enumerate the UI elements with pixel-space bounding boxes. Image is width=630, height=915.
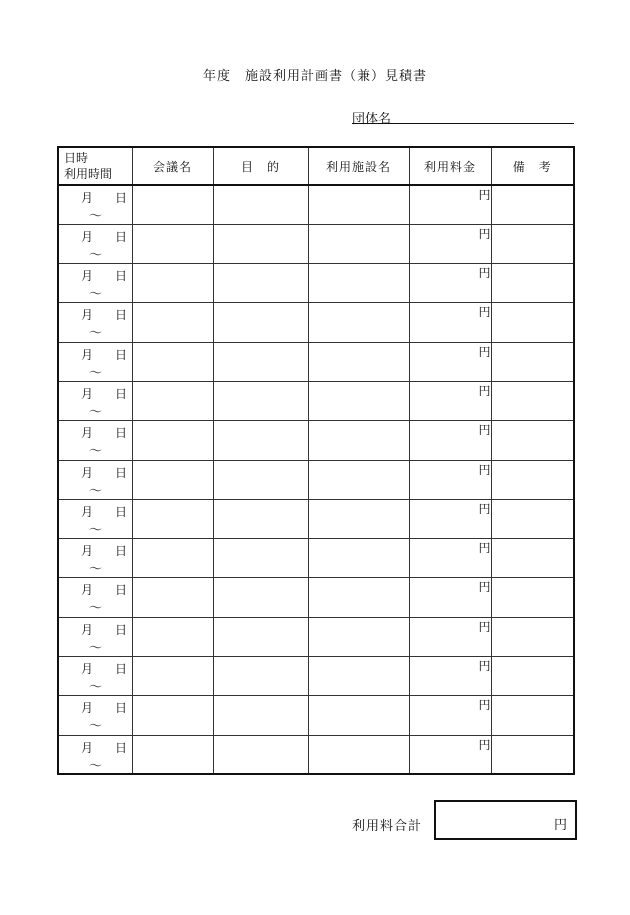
day-label: 日	[115, 269, 128, 284]
table-row	[58, 381, 574, 420]
time-range-tilde: ～	[89, 365, 103, 381]
time-range-tilde: ～	[89, 680, 103, 696]
month-label: 月	[81, 622, 94, 637]
fee-currency: 円	[478, 501, 491, 516]
time-range-tilde: ～	[89, 209, 103, 224]
month-label: 月	[81, 583, 94, 598]
group-name-label: 団体名	[352, 112, 392, 127]
table-row	[58, 539, 574, 578]
month-label: 月	[81, 229, 94, 244]
total-fee-label: 利用料合計	[352, 819, 423, 834]
fee-currency: 円	[478, 462, 491, 477]
month-label: 月	[81, 386, 94, 401]
month-label: 月	[81, 504, 94, 519]
table-header-row	[58, 147, 574, 185]
remarks-cell[interactable]	[491, 224, 574, 263]
month-label: 月	[81, 701, 94, 716]
fee-currency: 円	[478, 698, 491, 713]
fee-cell[interactable]	[409, 185, 491, 224]
fee-currency: 円	[478, 305, 491, 320]
meeting-name-cell[interactable]	[132, 735, 213, 774]
fee-currency: 円	[478, 383, 491, 398]
month-day	[81, 464, 128, 481]
day-label: 日	[115, 504, 128, 519]
table-row	[58, 421, 574, 460]
purpose-cell[interactable]	[213, 264, 308, 303]
month-day	[81, 424, 128, 441]
fee-cell[interactable]	[409, 303, 491, 342]
fee-cell[interactable]	[409, 342, 491, 381]
day-label: 日	[115, 740, 128, 755]
meeting-name-cell[interactable]	[132, 460, 213, 499]
meeting-name-cell[interactable]	[132, 617, 213, 656]
facility-cell[interactable]	[308, 224, 409, 263]
month-label: 月	[81, 465, 94, 480]
datetime-cell[interactable]	[58, 460, 132, 499]
month-day	[81, 267, 128, 284]
facility-cell[interactable]	[308, 617, 409, 656]
document-title: 年度 施設利用計画書（兼）見積書	[202, 69, 427, 84]
table-row	[58, 460, 574, 499]
purpose-cell[interactable]	[213, 460, 308, 499]
remarks-cell[interactable]	[491, 578, 574, 617]
table-body	[58, 185, 574, 774]
header-meeting-name: 会議名	[132, 147, 213, 185]
month-day	[81, 581, 128, 598]
fee-currency: 円	[478, 188, 491, 202]
fee-currency: 円	[478, 344, 491, 359]
month-day	[81, 189, 128, 206]
facility-cell[interactable]	[308, 539, 409, 578]
month-day	[81, 503, 128, 520]
fee-currency: 円	[478, 659, 491, 674]
meeting-name-cell[interactable]	[132, 539, 213, 578]
remarks-cell[interactable]	[491, 303, 574, 342]
fee-cell[interactable]	[409, 735, 491, 774]
day-label: 日	[115, 465, 128, 480]
time-range-tilde: ～	[89, 444, 103, 460]
remarks-cell[interactable]	[491, 499, 574, 538]
remarks-cell[interactable]	[491, 696, 574, 735]
total-fee-currency: 円	[553, 818, 567, 833]
purpose-cell[interactable]	[213, 499, 308, 538]
purpose-cell[interactable]	[213, 381, 308, 420]
datetime-cell[interactable]	[58, 617, 132, 656]
day-label: 日	[115, 622, 128, 637]
month-label: 月	[81, 191, 94, 205]
month-day	[81, 660, 128, 677]
month-day	[81, 385, 128, 402]
datetime-cell[interactable]	[58, 499, 132, 538]
remarks-cell[interactable]	[491, 657, 574, 696]
header-datetime-line2: 利用時間	[64, 167, 113, 181]
remarks-cell[interactable]	[491, 460, 574, 499]
table-row	[58, 264, 574, 303]
remarks-cell[interactable]	[491, 264, 574, 303]
meeting-name-cell[interactable]	[132, 185, 213, 224]
datetime-cell[interactable]	[58, 303, 132, 342]
meeting-name-cell[interactable]	[132, 381, 213, 420]
month-label: 月	[81, 544, 94, 559]
fee-cell[interactable]	[409, 499, 491, 538]
remarks-cell[interactable]	[491, 539, 574, 578]
remarks-cell[interactable]	[491, 735, 574, 774]
time-range-tilde: ～	[89, 247, 103, 263]
month-day	[81, 621, 128, 638]
header-datetime	[58, 147, 132, 185]
month-label: 月	[81, 426, 94, 441]
facility-cell[interactable]	[308, 657, 409, 696]
time-range-tilde: ～	[89, 483, 103, 499]
meeting-name-cell[interactable]	[132, 342, 213, 381]
month-label: 月	[81, 308, 94, 323]
facility-cell[interactable]	[308, 185, 409, 224]
remarks-cell[interactable]	[491, 342, 574, 381]
table-row	[58, 696, 574, 735]
datetime-cell[interactable]	[58, 539, 132, 578]
header-facility: 利用施設名	[308, 147, 409, 185]
table-row	[58, 224, 574, 263]
time-range-tilde: ～	[89, 719, 103, 735]
facility-cell[interactable]	[308, 696, 409, 735]
datetime-cell[interactable]	[58, 342, 132, 381]
month-day	[81, 699, 128, 716]
facility-cell[interactable]	[308, 303, 409, 342]
month-label: 月	[81, 347, 94, 362]
purpose-cell[interactable]	[213, 303, 308, 342]
time-range-tilde: ～	[89, 522, 103, 538]
fee-cell[interactable]	[409, 578, 491, 617]
remarks-cell[interactable]	[491, 421, 574, 460]
day-label: 日	[115, 544, 128, 559]
month-day	[81, 542, 128, 559]
fee-cell[interactable]	[409, 224, 491, 263]
day-label: 日	[115, 347, 128, 362]
meeting-name-cell[interactable]	[132, 264, 213, 303]
purpose-cell[interactable]	[213, 735, 308, 774]
day-label: 日	[115, 426, 128, 441]
purpose-cell[interactable]	[213, 696, 308, 735]
purpose-cell[interactable]	[213, 617, 308, 656]
fee-currency: 円	[478, 226, 491, 241]
header-datetime-line1: 日時	[64, 151, 89, 165]
group-name-field[interactable]	[352, 123, 574, 124]
meeting-name-cell[interactable]	[132, 303, 213, 342]
purpose-cell[interactable]	[213, 342, 308, 381]
day-label: 日	[115, 191, 128, 205]
facility-cell[interactable]	[308, 460, 409, 499]
meeting-name-cell[interactable]	[132, 499, 213, 538]
month-day	[81, 346, 128, 363]
fee-cell[interactable]	[409, 460, 491, 499]
time-range-tilde: ～	[89, 326, 103, 342]
facility-cell[interactable]	[308, 381, 409, 420]
table-row	[58, 499, 574, 538]
month-day	[81, 739, 128, 756]
meeting-name-cell[interactable]	[132, 657, 213, 696]
time-range-tilde: ～	[89, 562, 103, 578]
fee-cell[interactable]	[409, 657, 491, 696]
purpose-cell[interactable]	[213, 224, 308, 263]
purpose-cell[interactable]	[213, 185, 308, 224]
time-range-tilde: ～	[89, 601, 103, 617]
datetime-cell[interactable]	[58, 696, 132, 735]
purpose-cell[interactable]	[213, 657, 308, 696]
fee-currency: 円	[478, 266, 491, 281]
table-row	[58, 735, 574, 774]
fee-cell[interactable]	[409, 264, 491, 303]
facility-cell[interactable]	[308, 264, 409, 303]
day-label: 日	[115, 583, 128, 598]
table-row	[58, 303, 574, 342]
meeting-name-cell[interactable]	[132, 224, 213, 263]
month-day	[81, 228, 128, 245]
facility-plan-table	[57, 146, 575, 775]
datetime-cell[interactable]	[58, 264, 132, 303]
header-remarks: 備 考	[491, 147, 574, 185]
time-range-tilde: ～	[89, 758, 103, 774]
facility-cell[interactable]	[308, 499, 409, 538]
header-purpose: 目 的	[213, 147, 308, 185]
purpose-cell[interactable]	[213, 539, 308, 578]
fee-currency: 円	[478, 423, 491, 438]
month-label: 月	[81, 740, 94, 755]
time-range-tilde: ～	[89, 640, 103, 656]
fee-cell[interactable]	[409, 696, 491, 735]
fee-currency: 円	[478, 580, 491, 595]
remarks-cell[interactable]	[491, 617, 574, 656]
meeting-name-cell[interactable]	[132, 421, 213, 460]
purpose-cell[interactable]	[213, 578, 308, 617]
fee-cell[interactable]	[409, 381, 491, 420]
remarks-cell[interactable]	[491, 185, 574, 224]
datetime-cell[interactable]	[58, 578, 132, 617]
table-row	[58, 342, 574, 381]
facility-cell[interactable]	[308, 735, 409, 774]
meeting-name-cell[interactable]	[132, 696, 213, 735]
time-range-tilde: ～	[89, 287, 103, 303]
month-label: 月	[81, 269, 94, 284]
fee-cell[interactable]	[409, 617, 491, 656]
purpose-cell[interactable]	[213, 421, 308, 460]
month-day	[81, 306, 128, 323]
time-range-tilde: ～	[89, 404, 103, 420]
fee-currency: 円	[478, 737, 491, 752]
facility-cell[interactable]	[308, 421, 409, 460]
remarks-cell[interactable]	[491, 381, 574, 420]
fee-currency: 円	[478, 541, 491, 556]
datetime-cell[interactable]	[58, 735, 132, 774]
facility-cell[interactable]	[308, 578, 409, 617]
datetime-cell[interactable]	[58, 381, 132, 420]
fee-cell[interactable]	[409, 539, 491, 578]
datetime-cell[interactable]	[58, 224, 132, 263]
datetime-cell[interactable]	[58, 421, 132, 460]
meeting-name-cell[interactable]	[132, 578, 213, 617]
day-label: 日	[115, 386, 128, 401]
month-label: 月	[81, 662, 94, 677]
table-row	[58, 657, 574, 696]
day-label: 日	[115, 229, 128, 244]
table-row	[58, 617, 574, 656]
fee-currency: 円	[478, 619, 491, 634]
datetime-cell[interactable]	[58, 185, 132, 224]
header-fee: 利用料金	[409, 147, 491, 185]
day-label: 日	[115, 662, 128, 677]
table-row	[58, 578, 574, 617]
datetime-cell[interactable]	[58, 657, 132, 696]
facility-cell[interactable]	[308, 342, 409, 381]
day-label: 日	[115, 308, 128, 323]
day-label: 日	[115, 701, 128, 716]
table-row	[58, 185, 574, 224]
fee-cell[interactable]	[409, 421, 491, 460]
total-fee-field[interactable]	[434, 800, 577, 840]
